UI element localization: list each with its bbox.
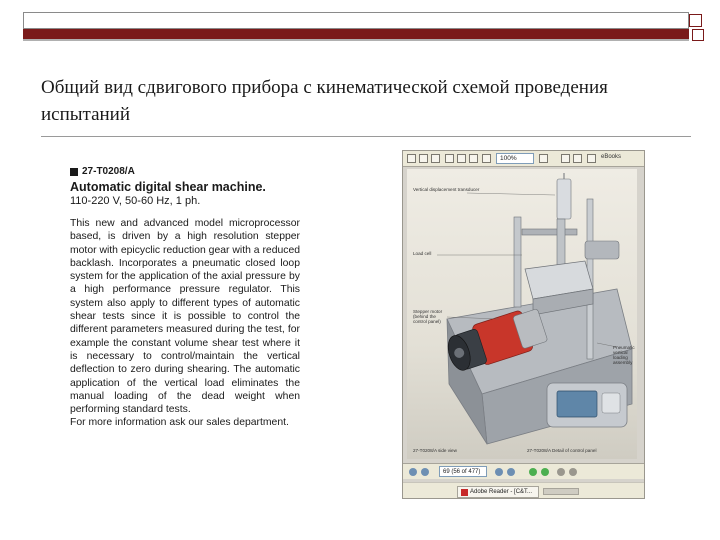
select-tool-icon[interactable] xyxy=(431,154,440,163)
hand-tool-icon[interactable] xyxy=(419,154,428,163)
caption-side-view: 27-T0208/A side view xyxy=(413,448,457,453)
rotate-icon[interactable] xyxy=(561,154,570,163)
pdf-icon xyxy=(461,489,468,496)
corner-square-icon xyxy=(692,29,704,41)
taskbar-adobe-reader-button[interactable] xyxy=(457,486,539,498)
print-icon[interactable] xyxy=(407,154,416,163)
ebooks-icon[interactable] xyxy=(587,154,596,163)
caption-load-cell: Load cell xyxy=(413,251,432,256)
last-page-icon[interactable] xyxy=(507,468,515,476)
product-code-row xyxy=(70,166,300,178)
first-page-icon[interactable] xyxy=(409,468,417,476)
pdf-page xyxy=(407,169,637,459)
product-description: This new and advanced model microprocessor based, is driven by a high resolution stepper motor with epicyclic reduction gear with a reduced backlash. Incorporates a pneumatic closed loop system for the application of the axial pressure by a high performance pressure regulator. This system also apply to different types of automatic shear tests since it is possible to control the different parameters measured during the test, for example the constant volume shear test where it is necessary to control/maintain the vertical deflection to zero during shearing. The automatic application of the vertical load eliminates the manual loading of the dead weight when performing standard tests. xyxy=(70,218,300,416)
next-page-icon[interactable] xyxy=(495,468,503,476)
slide-top-frame xyxy=(23,12,689,29)
pdf-viewer-window xyxy=(402,150,645,499)
viewer-nav-bar xyxy=(403,463,645,479)
viewer-toolbar xyxy=(403,151,645,167)
zoom-in-icon[interactable] xyxy=(445,154,454,163)
ebooks-label[interactable]: eBooks xyxy=(601,154,622,160)
caption-stepper-motor: Stepper motor (behind the control panel) xyxy=(413,309,443,324)
caption-vertical-transducer: Vertical displacement transducer xyxy=(413,187,480,192)
zoom-select[interactable]: 100% xyxy=(496,153,534,164)
taskbar-item-label: Adobe Reader - [C&T... xyxy=(470,489,533,495)
product-description-block xyxy=(70,166,300,430)
slide-top-band xyxy=(23,29,689,39)
slide-top-rule xyxy=(23,39,689,41)
taskbar xyxy=(403,482,645,499)
title-underline xyxy=(41,136,691,137)
fit-width-icon[interactable] xyxy=(482,154,491,163)
zoom-dropdown-icon[interactable] xyxy=(539,154,548,163)
caption-pneumatic: Pneumatic vertical loading assembly xyxy=(613,345,635,365)
go-forward-icon[interactable] xyxy=(541,468,549,476)
product-code: 27-T0208/A xyxy=(82,166,135,177)
continuous-page-icon[interactable] xyxy=(569,468,577,476)
caption-control-panel: 27-T0208/A Detail of control panel xyxy=(527,448,597,453)
find-icon[interactable] xyxy=(573,154,582,163)
machine-illustration xyxy=(407,169,637,459)
slide-title: Общий вид сдвигового прибора с кинематической схемой проведения испытаний xyxy=(41,77,608,125)
single-page-icon[interactable] xyxy=(557,468,565,476)
product-spec: 110-220 V, 50-60 Hz, 1 ph. xyxy=(70,195,201,207)
taskbar-placeholder xyxy=(543,488,579,495)
fit-page-icon[interactable] xyxy=(469,154,478,163)
page-number-field[interactable]: 69 (56 of 477) xyxy=(439,466,487,477)
page-icon[interactable] xyxy=(457,154,466,163)
product-more-info: For more information ask our sales department. xyxy=(70,417,289,429)
previous-page-icon[interactable] xyxy=(421,468,429,476)
corner-square-icon xyxy=(689,14,702,27)
go-back-icon[interactable] xyxy=(529,468,537,476)
bullet-square-icon xyxy=(70,168,78,176)
product-name: Automatic digital shear machine. xyxy=(70,180,266,194)
